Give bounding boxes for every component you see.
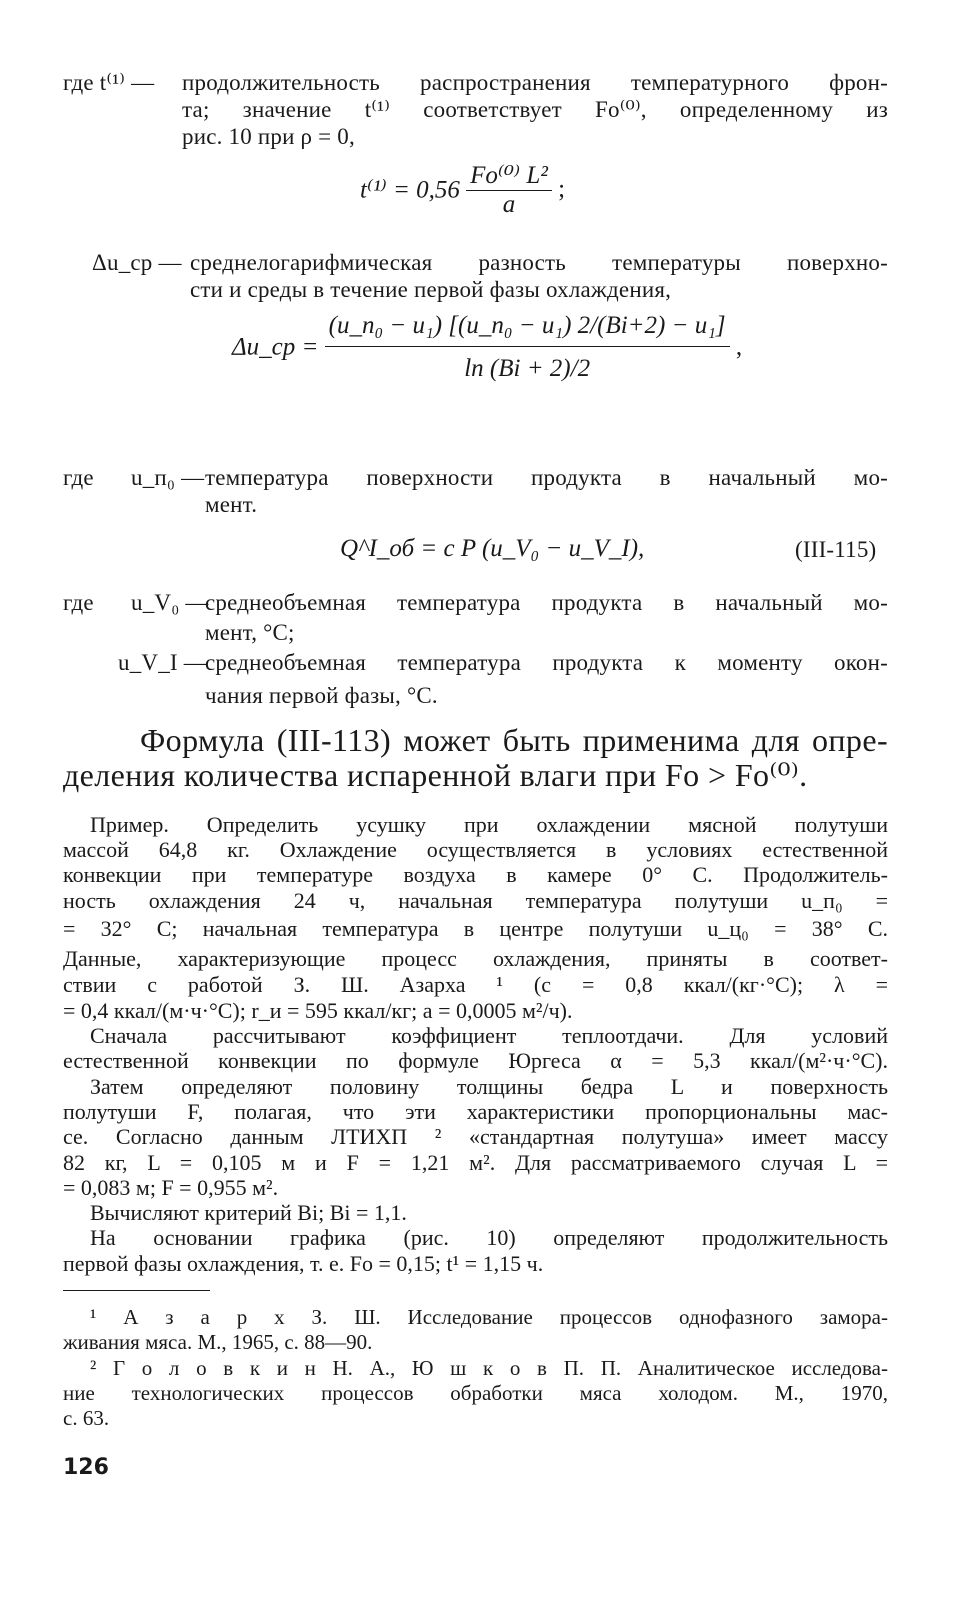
def-uv1-line2: чания первой фазы, °C.: [205, 683, 438, 708]
example-line-8: = 0,4 ккал/(м·ч·°C); r_и = 595 ккал/кг; a = 0,0005 м²/ч).: [63, 998, 573, 1023]
formula-q: Q^I_об = c P (u_V₀ − u_V_I),: [340, 535, 645, 562]
example-line-13: се. Согласно данным ЛТИХП ² «стандартная полутуша» имеет массу: [63, 1124, 888, 1149]
example-line-7: ствии с работой З. Ш. Азарха ¹ (c = 0,8 ккал/(кг·°C); λ =: [63, 972, 888, 997]
def-du-line1: среднелогарифмическая разность температуры поверхно-: [190, 250, 888, 275]
footnote-1-line2: живания мяса. М., 1965, с. 88—90.: [63, 1330, 373, 1354]
example-line-5: = 32° C; начальная температура в центре полутуши u_ц₀ = 38° C.: [63, 916, 888, 941]
example-line-10: естественной конвекции по формуле Юргеса α = 5,3 ккал/(м²·ч·°C).: [63, 1048, 888, 1073]
example-line-11: Затем определяют половину толщины бедра L и поверхность: [90, 1074, 888, 1099]
example-line-16: Вычисляют критерий Bi; Bi = 1,1.: [90, 1200, 407, 1225]
def-uv0-line2: мент, °C;: [205, 620, 295, 645]
footnote-2-line1: ² Г о л о в к и н Н. А., Ю ш к о в П. П. Аналитическое исследова-: [90, 1356, 888, 1380]
example-line-3: конвекции при температуре воздуха в камере 0° C. Продолжитель-: [63, 862, 888, 887]
formula-du-tail: ,: [735, 333, 743, 361]
formula-du-fraction: [325, 312, 730, 383]
note-line2: деления количества испаренной влаги при Fo > Fo⁽⁰⁾.: [63, 757, 808, 793]
formula-t1-denominator: a: [466, 190, 552, 219]
def-du-term: Δu_ср —: [92, 250, 182, 275]
example-line-18: первой фазы охлаждения, т. е. Fo = 0,15; t¹ = 1,15 ч.: [63, 1251, 544, 1276]
footnote-2-line2: ние технологических процессов обработки мяса холодом. М., 1970,: [63, 1381, 888, 1405]
def-up-term: u_п₀ —: [131, 465, 205, 490]
def-uv-gde: где: [63, 590, 94, 615]
note-line1: Формула (III-113) может быть применима для опре-: [140, 722, 888, 758]
formula-t1-numerator: Fo⁽⁰⁾ L²: [470, 162, 548, 189]
formula-t1-fraction: [466, 160, 552, 219]
def-t1-line3: рис. 10 при ρ = 0,: [182, 124, 355, 149]
footnote-1-line1: ¹ А з а р х З. Ш. Исследование процессов однофазного замора-: [90, 1305, 888, 1329]
example-line-2: массой 64,8 кг. Охлаждение осуществляется в условиях естественной: [63, 837, 888, 862]
formula-du: [232, 312, 742, 383]
def-up-gde: где: [63, 465, 94, 490]
page-number: 126: [63, 1455, 109, 1480]
example-line-15: = 0,083 м; F = 0,955 м².: [63, 1175, 279, 1200]
formula-du-denominator: ln (Bi + 2)/2: [325, 346, 730, 383]
formula-t1-lhs: t⁽¹⁾ = 0,56: [360, 176, 460, 204]
example-line-14: 82 кг, L = 0,105 м и F = 1,21 м². Для рассматриваемого случая L =: [63, 1150, 888, 1175]
formula-t1-tail: ;: [558, 175, 566, 203]
example-line-6: Данные, характеризующие процесс охлаждения, приняты в соответ-: [63, 946, 888, 971]
def-t1-line1: продолжительность распространения температурного фрон-: [182, 70, 888, 95]
formula-du-lhs: Δu_ср =: [232, 333, 319, 361]
formula-t1: [360, 160, 565, 219]
def-du-line2: сти и среды в течение первой фазы охлаждения,: [190, 277, 672, 302]
example-line-17: На основании графика (рис. 10) определяют продолжительность: [90, 1225, 888, 1250]
def-up-line2: мент.: [205, 492, 258, 517]
example-line-1: Пример. Определить усушку при охлаждении мясной полутуши: [90, 812, 888, 837]
def-uv0-line1: среднеобъемная температура продукта в начальный мо-: [205, 590, 888, 615]
def-uv0-term: u_V₀ —: [131, 590, 209, 615]
formula-q-number: (III-115): [795, 537, 877, 562]
def-t1-line2: та; значение t⁽¹⁾ соответствует Fo⁽⁰⁾, определенному из: [182, 97, 888, 122]
formula-du-numerator: (u_п₀ − u₁) [(u_п₀ − u₁) 2/(Bi+2) − u₁]: [328, 312, 726, 339]
def-uv1-line1: среднеобъемная температура продукта к моменту окон-: [205, 650, 888, 675]
footnote-2-line3: с. 63.: [63, 1406, 110, 1430]
example-line-12: полутуши F, полагая, что эти характеристики пропорциональны мас-: [63, 1099, 888, 1124]
def-uv1-term: u_V_I —: [118, 650, 207, 675]
def-up-line1: температура поверхности продукта в начальный мо-: [205, 465, 888, 490]
example-line-9: Сначала рассчитывают коэффициент теплоотдачи. Для условий: [90, 1023, 888, 1048]
def-t1-term: где t⁽¹⁾ —: [63, 70, 155, 95]
footnote-divider: [63, 1290, 210, 1291]
example-line-4: ность охлаждения 24 ч, начальная температура полутуши u_п₀ =: [63, 888, 888, 913]
